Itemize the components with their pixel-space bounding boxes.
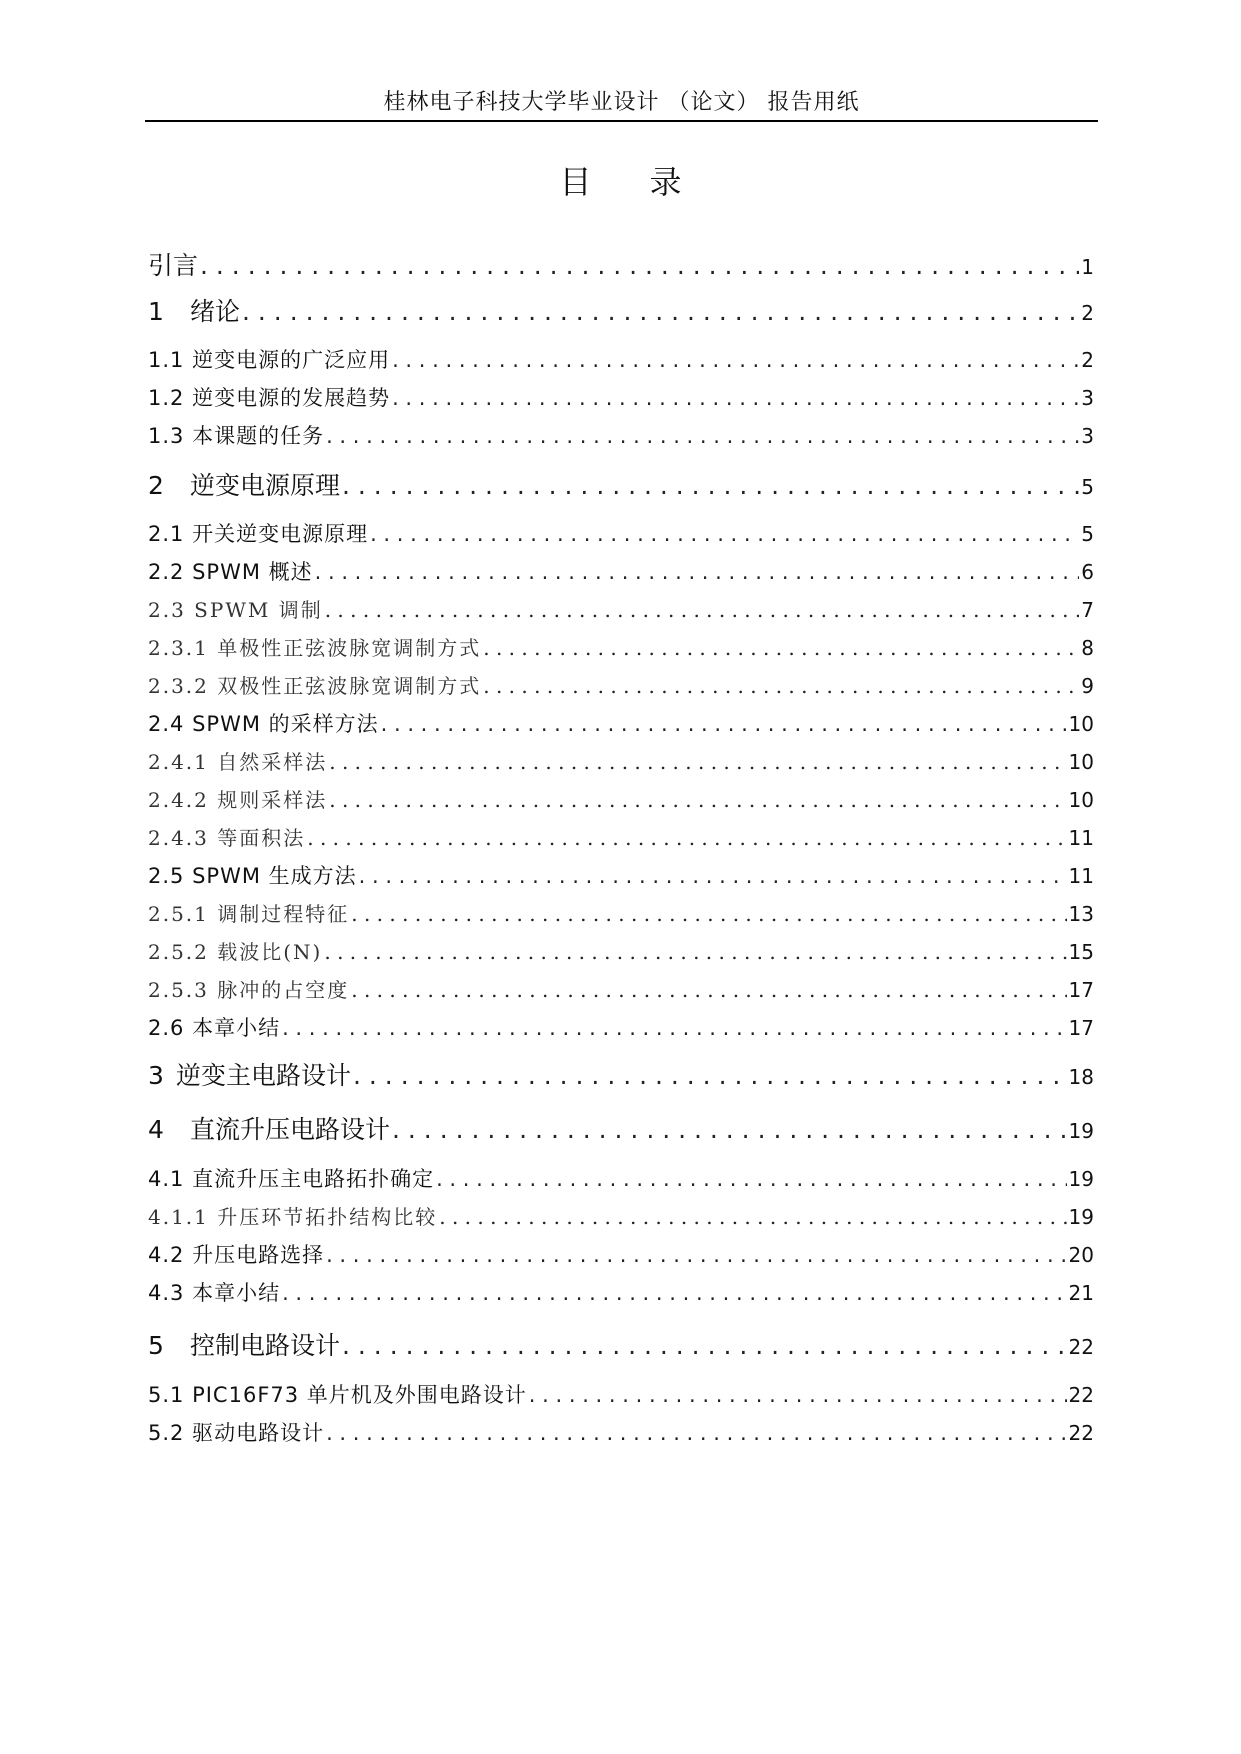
toc-page-number: 19 — [1068, 1119, 1094, 1143]
toc-page-number: 2 — [1081, 348, 1094, 372]
toc-dot-leader — [529, 1383, 1067, 1407]
toc-entry[interactable] — [148, 632, 1094, 661]
toc-page-number: 2 — [1081, 301, 1094, 325]
toc-page-number: 15 — [1068, 940, 1094, 964]
toc-entry-label: 直流升压电路设计 — [190, 1115, 391, 1144]
toc-entry[interactable] — [148, 1163, 1094, 1193]
toc-dot-leader — [342, 1331, 1067, 1360]
toc-entry[interactable] — [148, 1239, 1094, 1269]
toc-page-number: 5 — [1081, 475, 1094, 499]
toc-entry-label: 2.6 本章小结 — [148, 1016, 281, 1040]
toc-page-number: 10 — [1068, 750, 1094, 774]
toc-entry[interactable] — [148, 1379, 1094, 1409]
toc-entry[interactable] — [148, 1012, 1094, 1042]
toc-page-number: 11 — [1068, 826, 1094, 850]
toc-entry[interactable] — [148, 344, 1094, 374]
page-header: 桂林电子科技大学毕业设计 （论文） 报告用纸 — [145, 86, 1098, 122]
toc-dot-leader — [353, 1061, 1067, 1090]
toc-entry-label: 逆变主电路设计 — [176, 1061, 352, 1090]
toc-dot-leader — [381, 712, 1067, 736]
toc-entry[interactable] — [148, 556, 1094, 586]
toc-entry[interactable] — [148, 246, 1094, 282]
toc-entry[interactable] — [148, 594, 1094, 623]
toc-entry-label: 2.4.2 规则采样法 — [148, 788, 328, 812]
toc-entry[interactable] — [148, 670, 1094, 699]
toc-page-number: 22 — [1068, 1383, 1094, 1407]
toc-chapter-number: 1 — [148, 297, 164, 326]
toc-page-number: 10 — [1068, 788, 1094, 812]
toc-entry[interactable] — [148, 784, 1094, 813]
toc-entry-label: 1.3 本课题的任务 — [148, 424, 325, 448]
toc-page-number: 19 — [1068, 1167, 1094, 1191]
toc-entry-label: 2.3 SPWM 调制 — [148, 598, 323, 622]
toc-entry[interactable] — [148, 420, 1094, 450]
toc-page-number: 3 — [1081, 386, 1094, 410]
toc-entry-label: 2.4 SPWM 的采样方法 — [148, 712, 379, 736]
toc-page-number: 22 — [1068, 1335, 1094, 1359]
toc-entry[interactable] — [148, 746, 1094, 775]
toc-entry-label: 1.2 逆变电源的发展趋势 — [148, 386, 391, 410]
toc-chapter-number: 2 — [148, 471, 164, 500]
toc-page-number: 17 — [1068, 1016, 1094, 1040]
toc-chapter-number: 3 — [148, 1061, 164, 1090]
toc-entry-label: 2.5.1 调制过程特征 — [148, 902, 350, 926]
toc-dot-leader — [282, 1016, 1066, 1040]
toc-entry[interactable] — [148, 1056, 1094, 1092]
toc-dot-leader — [483, 636, 1079, 660]
toc-page-number: 20 — [1068, 1243, 1094, 1267]
toc-dot-leader — [325, 598, 1080, 622]
toc-dot-leader — [326, 1243, 1066, 1267]
toc-entry-label: 绪论 — [190, 297, 241, 326]
toc-entry[interactable] — [148, 1326, 1094, 1362]
toc-dot-leader — [329, 788, 1066, 812]
toc-entry[interactable] — [148, 1277, 1094, 1307]
toc-page-number: 3 — [1081, 424, 1094, 448]
toc-dot-leader — [342, 471, 1079, 500]
toc-entry-label: 2.5 SPWM 生成方法 — [148, 864, 357, 888]
toc-entry-label: 4.2 升压电路选择 — [148, 1243, 325, 1267]
toc-dot-leader — [392, 1115, 1067, 1144]
toc-entry-label: 4.3 本章小结 — [148, 1281, 281, 1305]
toc-entry-label: 4.1 直流升压主电路拓扑确定 — [148, 1167, 435, 1191]
toc-entry-label: 2.5.2 载波比(N) — [148, 940, 323, 964]
toc-entry-label: 2.1 开关逆变电源原理 — [148, 522, 369, 546]
toc-dot-leader — [326, 1421, 1066, 1445]
toc-page-number: 17 — [1068, 978, 1094, 1002]
toc-entry-label: 2.4.3 等面积法 — [148, 826, 306, 850]
toc-entry[interactable] — [148, 466, 1094, 502]
toc-page-number: 11 — [1068, 864, 1094, 888]
toc-entry[interactable] — [148, 1417, 1094, 1447]
toc-dot-leader — [324, 940, 1066, 964]
toc-dot-leader — [439, 1205, 1066, 1229]
toc-dot-leader — [326, 424, 1079, 448]
toc-dot-leader — [351, 978, 1066, 1002]
toc-dot-leader — [307, 826, 1066, 850]
toc-page-number: 21 — [1068, 1281, 1094, 1305]
toc-entry[interactable] — [148, 974, 1094, 1003]
toc-entry-label: 2.3.1 单极性正弦波脉宽调制方式 — [148, 636, 482, 660]
toc-entry[interactable] — [148, 860, 1094, 890]
toc-dot-leader — [392, 348, 1079, 372]
toc-entry-label: 1.1 逆变电源的广泛应用 — [148, 348, 391, 372]
toc-dot-leader — [200, 251, 1079, 280]
toc-entry[interactable] — [148, 936, 1094, 965]
toc-page-number: 6 — [1081, 560, 1094, 584]
toc-dot-leader — [242, 297, 1079, 326]
toc-page-number: 10 — [1068, 712, 1094, 736]
toc-dot-leader — [282, 1281, 1066, 1305]
toc-entry[interactable] — [148, 1110, 1094, 1146]
toc-page-number: 1 — [1081, 255, 1094, 279]
toc-entry[interactable] — [148, 898, 1094, 927]
toc-entry[interactable] — [148, 1201, 1094, 1230]
toc-entry[interactable] — [148, 292, 1094, 328]
toc-entry-label: 5.1 PIC16F73 单片机及外围电路设计 — [148, 1383, 527, 1407]
toc-dot-leader — [351, 902, 1066, 926]
toc-entry-label: 2.3.2 双极性正弦波脉宽调制方式 — [148, 674, 482, 698]
toc-entry-label: 2.5.3 脉冲的占空度 — [148, 978, 350, 1002]
toc-entry[interactable] — [148, 518, 1094, 548]
toc-page-number: 9 — [1081, 674, 1094, 698]
toc-entry-label: 2.4.1 自然采样法 — [148, 750, 328, 774]
toc-page-number: 19 — [1068, 1205, 1094, 1229]
toc-page-number: 5 — [1081, 522, 1094, 546]
toc-dot-leader — [359, 864, 1067, 888]
page-title: 目录 — [559, 163, 740, 201]
toc-chapter-number: 4 — [148, 1115, 164, 1144]
toc-dot-leader — [483, 674, 1079, 698]
toc-entry-label: 4.1.1 升压环节拓扑结构比较 — [148, 1205, 438, 1229]
toc-chapter-number: 5 — [148, 1331, 164, 1360]
toc-dot-leader — [329, 750, 1066, 774]
toc-entry-label: 逆变电源原理 — [190, 471, 341, 500]
toc-dot-leader — [392, 386, 1079, 410]
toc-entry[interactable] — [148, 708, 1094, 738]
toc-page-number: 18 — [1068, 1065, 1094, 1089]
toc-entry-label: 引言 — [148, 251, 199, 280]
toc-page-number: 8 — [1081, 636, 1094, 660]
toc-dot-leader — [436, 1167, 1066, 1191]
toc-page-number: 7 — [1081, 598, 1094, 622]
toc-page-number: 13 — [1068, 902, 1094, 926]
toc-entry-label: 2.2 SPWM 概述 — [148, 560, 313, 584]
toc-dot-leader — [315, 560, 1080, 584]
toc-page-number: 22 — [1068, 1421, 1094, 1445]
toc-entry-label: 控制电路设计 — [190, 1331, 341, 1360]
toc-entry-label: 5.2 驱动电路设计 — [148, 1421, 325, 1445]
toc-entry[interactable] — [148, 382, 1094, 412]
toc-entry[interactable] — [148, 822, 1094, 851]
toc-dot-leader — [370, 522, 1079, 546]
